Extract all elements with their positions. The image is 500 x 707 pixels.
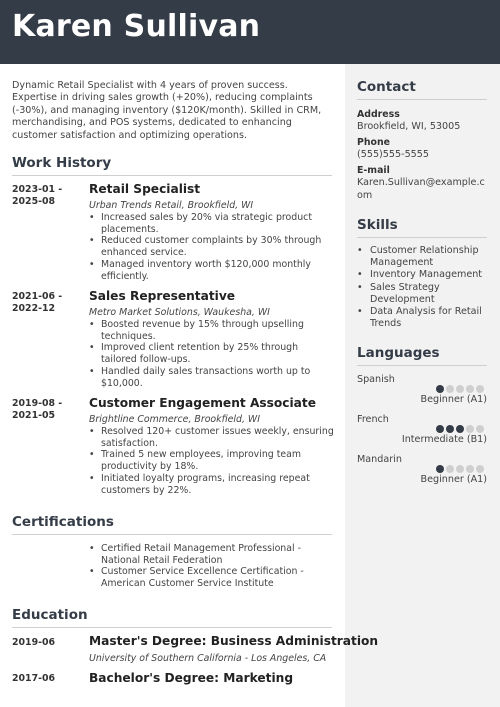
rating-dot-empty [466, 465, 474, 473]
language-1-name: Spanish [357, 374, 395, 385]
degree-label: Bachelor's Degree [89, 671, 215, 685]
language-1-rating [436, 385, 484, 393]
education-entry-1-date: 2019-06 [12, 637, 56, 648]
skills-title: Skills [357, 217, 398, 233]
phone-value: (555)555-5555 [357, 149, 429, 160]
rating-dot-filled [436, 425, 444, 433]
list-item: • Customer Service Excellence Certification - American Customer Service Institute [89, 566, 334, 589]
rating-dot-empty [456, 385, 464, 393]
language-2-level: Intermediate (B1) [401, 434, 487, 445]
candidate-name: Karen Sullivan [12, 9, 261, 44]
professional-summary: Dynamic Retail Specialist with 4 years of proven success. Expertise in driving sales growth (+20%), reducing complaints (-30%), and managing inventory ($120K/month). Skilled in CRM, merchandising, and POS systems, dedicated to enhancing customer satisfaction and optimizing operations. [12, 80, 322, 141]
rating-dot-empty [456, 465, 464, 473]
degree-field: Marketing [223, 671, 294, 685]
email-label: E-mail [357, 165, 390, 176]
education-entry-2-date: 2017-06 [12, 673, 56, 684]
list-item: • Boosted revenue by 15% through upselling techniques. [89, 319, 334, 342]
language-2-name: French [357, 414, 389, 425]
rating-dot-empty [466, 425, 474, 433]
list-item: • Customer Relationship Management [357, 245, 489, 269]
work-entry-1-bullets [89, 212, 334, 282]
contact-title: Contact [357, 79, 416, 95]
skills-rule [357, 237, 487, 238]
education-entry-1-degree: Master's Degree: Business Administration [89, 634, 379, 648]
work-entry-2-bullets [89, 319, 334, 389]
list-item: • Sales Strategy Development [357, 282, 489, 306]
list-item: • Data Analysis for Retail Trends [357, 306, 489, 330]
address-label: Address [357, 109, 400, 120]
education-title: Education [12, 607, 88, 623]
list-item: • Resolved 120+ customer issues weekly, ensuring satisfaction. [89, 426, 334, 449]
work-entry-2-role: Sales Representative [89, 289, 236, 303]
languages-title: Languages [357, 345, 440, 361]
email-value: Karen.Sullivan@example.com [357, 177, 485, 201]
work-entry-3-dates [12, 398, 78, 422]
rating-dot-empty [476, 465, 484, 473]
work-entry-1-date-start: 2023-01 - [12, 184, 63, 195]
list-item: • Managed inventory worth $120,000 monthly efficiently. [89, 259, 334, 282]
work-entry-3-date-end: 2021-05 [12, 410, 56, 422]
rating-dot-empty [466, 385, 474, 393]
language-1-level: Beginner (A1) [420, 394, 487, 405]
rating-dot-filled [456, 425, 464, 433]
phone-label: Phone [357, 137, 391, 148]
work-entry-3-company: Brightline Commerce, Brookfield, WI [89, 414, 260, 425]
rating-dot-filled [446, 425, 454, 433]
education-entry-2-degree: Bachelor's Degree: Marketing [89, 671, 294, 685]
rating-dot-empty [446, 465, 454, 473]
language-3-rating [436, 465, 484, 473]
list-item: • Increased sales by 20% via strategic product placements. [89, 212, 334, 235]
certifications-rule [12, 534, 332, 535]
degree-label: Master's Degree [89, 634, 202, 648]
work-history-title: Work History [12, 155, 112, 171]
address-value: Brookfield, WI, 53005 [357, 121, 461, 132]
degree-field: Business Administration [210, 634, 379, 648]
rating-dot-empty [476, 385, 484, 393]
certifications-title: Certifications [12, 514, 114, 530]
work-history-rule [12, 175, 332, 176]
rating-dot-empty [476, 425, 484, 433]
rating-dot-filled [436, 465, 444, 473]
work-entry-1-role: Retail Specialist [89, 182, 201, 196]
work-entry-2-date-end: 2022-12 [12, 303, 56, 315]
skills-list [357, 245, 489, 330]
work-entry-1-dates [12, 184, 78, 208]
work-entry-1-company: Urban Trends Retail, Brookfield, WI [89, 200, 254, 211]
work-entry-3-role: Customer Engagement Associate [89, 396, 316, 410]
work-entry-3-bullets [89, 426, 334, 496]
work-entry-2-company: Metro Market Solutions, Waukesha, WI [89, 307, 270, 318]
work-entry-3-date-start: 2019-08 - [12, 398, 63, 409]
rating-dot-empty [446, 385, 454, 393]
list-item: • Inventory Management [357, 269, 489, 281]
contact-rule [357, 99, 487, 100]
education-rule [12, 627, 332, 628]
work-entry-2-dates [12, 291, 78, 315]
language-2-rating [436, 425, 484, 433]
list-item: • Initiated loyalty programs, increasing repeat customers by 22%. [89, 473, 334, 496]
list-item: • Trained 5 new employees, improving team productivity by 18%. [89, 449, 334, 472]
language-3-level: Beginner (A1) [420, 474, 487, 485]
languages-rule [357, 365, 487, 366]
rating-dot-filled [436, 385, 444, 393]
list-item: • Reduced customer complaints by 30% through enhanced service. [89, 235, 334, 258]
list-item: • Handled daily sales transactions worth up to $10,000. [89, 366, 334, 389]
education-entry-1-school: University of Southern California - Los Angeles, CA [89, 653, 327, 664]
list-item: • Improved client retention by 25% through tailored follow-ups. [89, 342, 334, 365]
work-entry-1-date-end: 2025-08 [12, 196, 56, 208]
list-item: • Certified Retail Management Professional - National Retail Federation [89, 543, 334, 566]
header-bar [0, 0, 500, 64]
certifications-list [89, 543, 334, 590]
language-3-name: Mandarin [357, 454, 402, 465]
work-entry-2-date-start: 2021-06 - [12, 291, 63, 302]
